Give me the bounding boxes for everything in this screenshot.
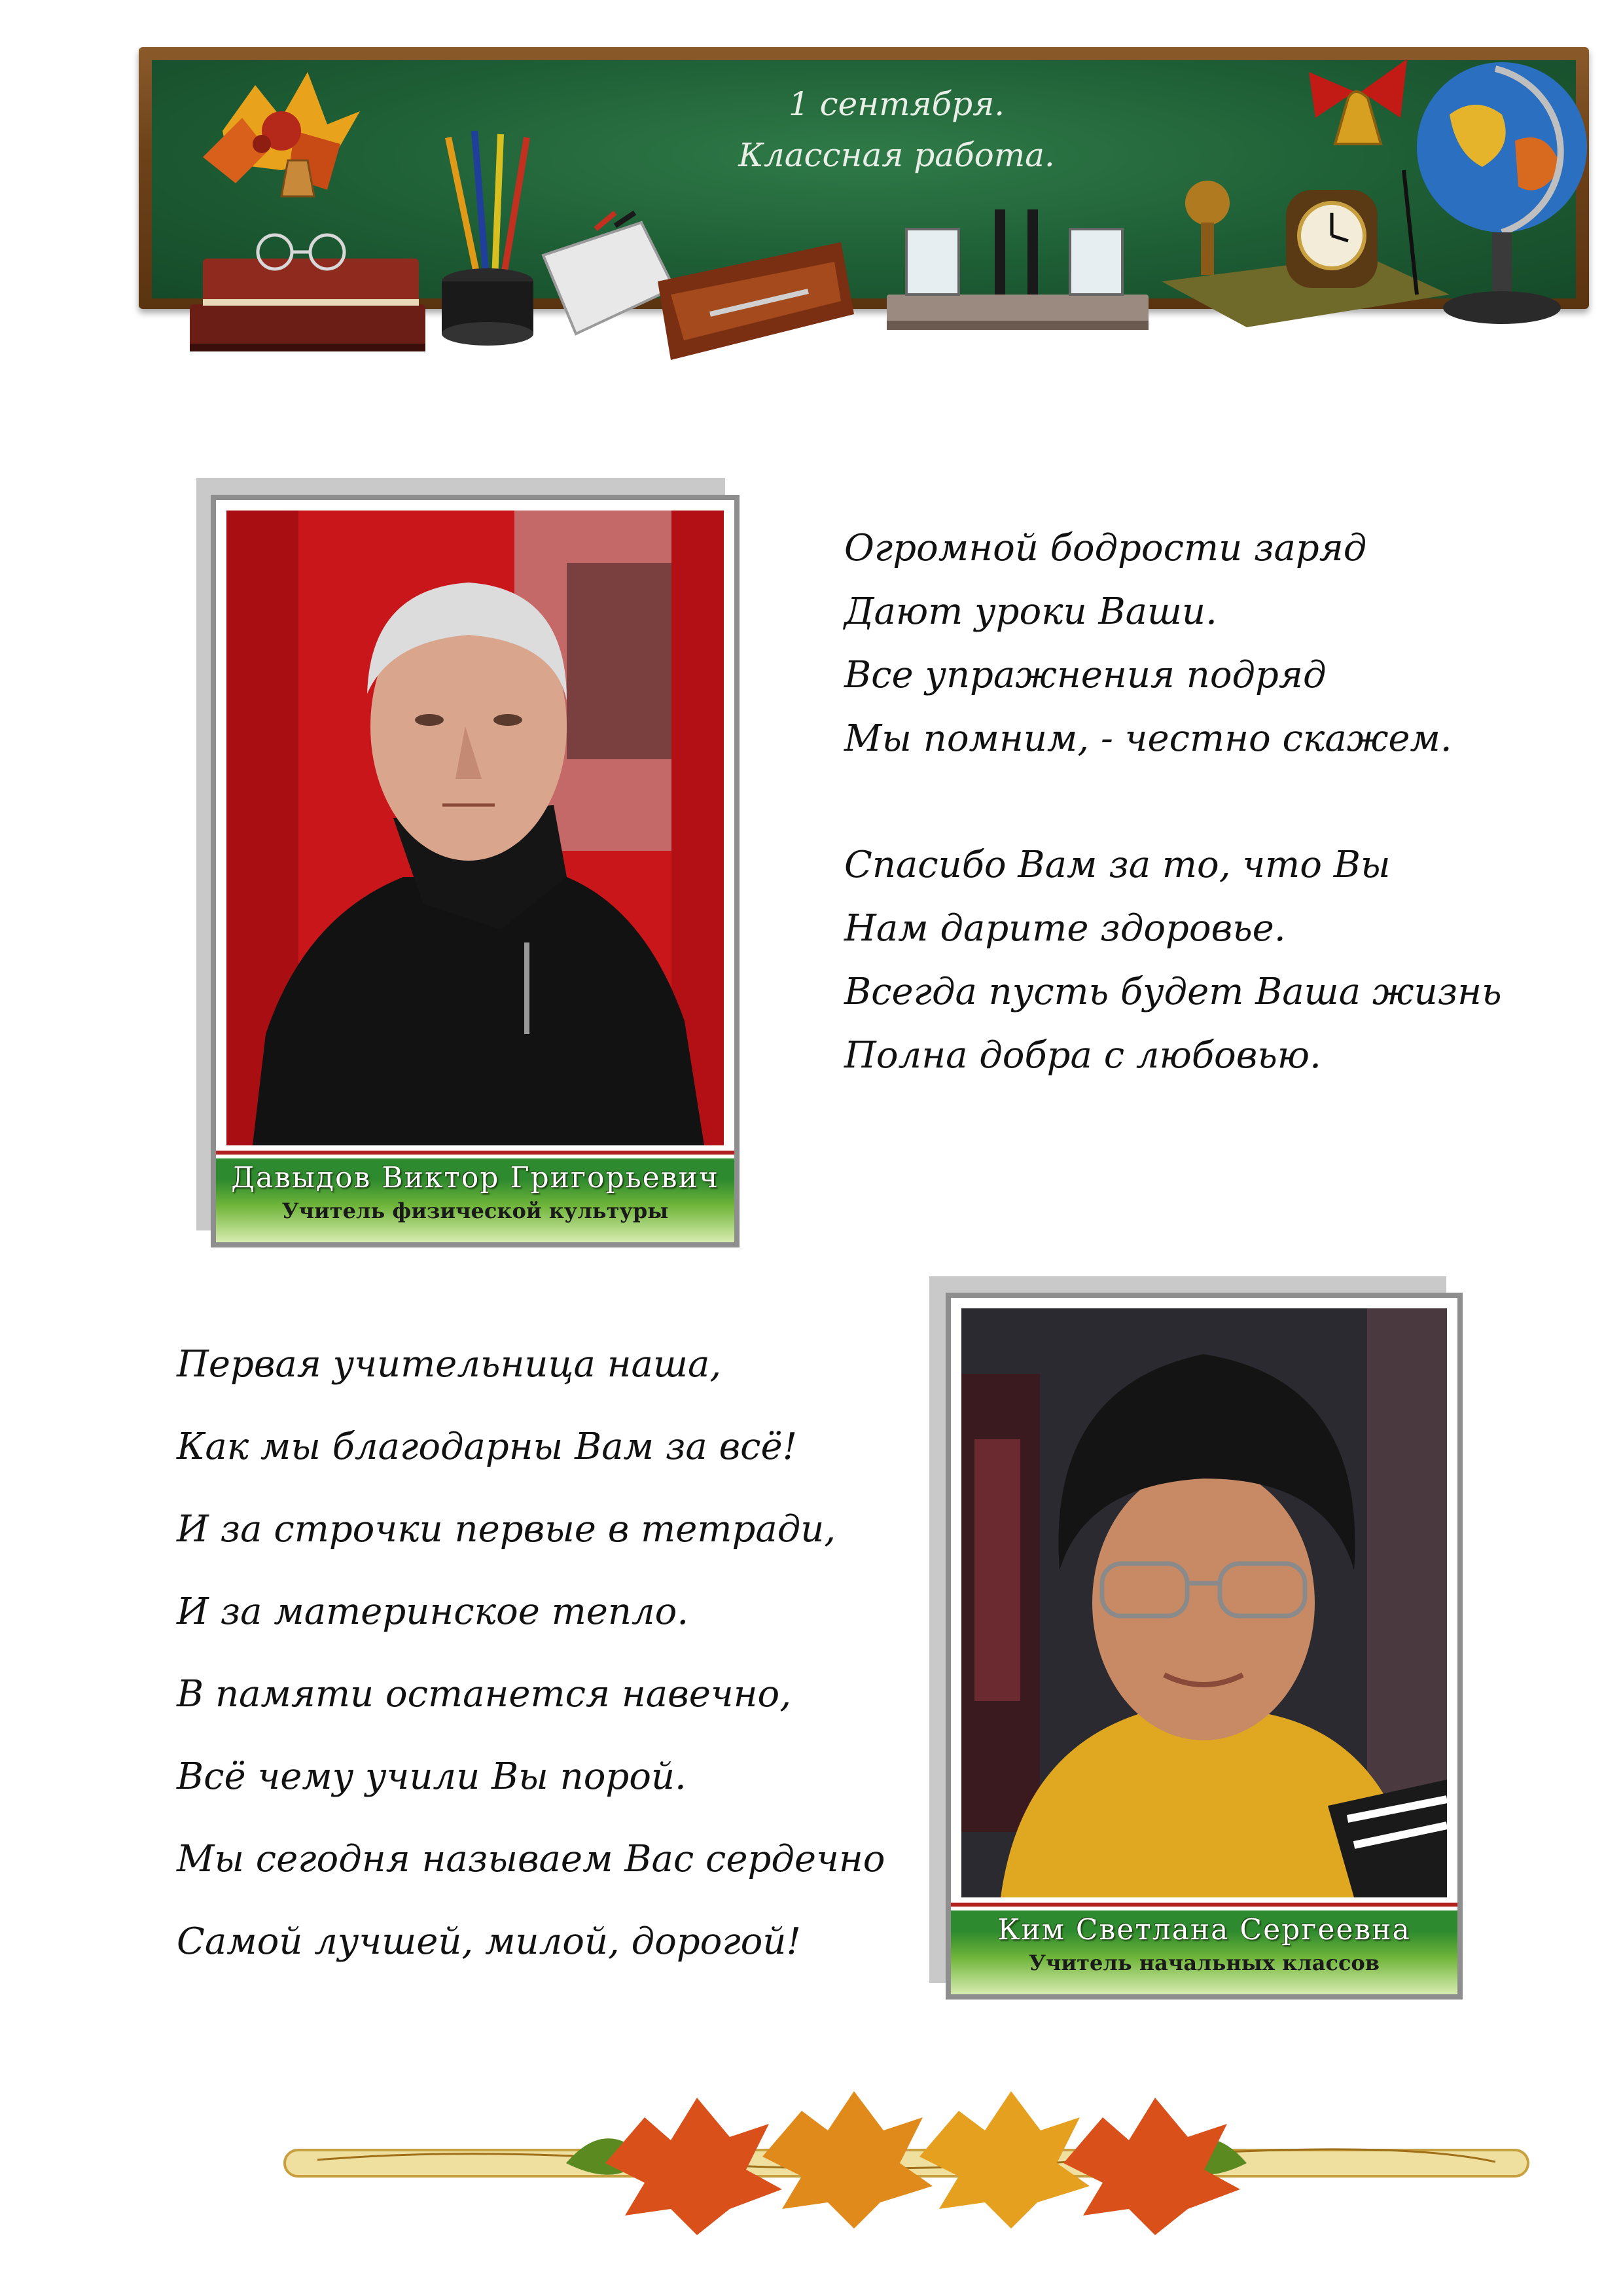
poem1-line: Спасибо Вам за то, что Вы [844,844,1391,886]
header-date: 1 сентября. [788,85,1005,123]
teacher2-name: Ким Светлана Сергеевна [997,1913,1411,1946]
poem2-line: И за материнское тепло. [177,1590,689,1633]
poem-physical-education [844,527,1502,1098]
man-portrait-icon [226,511,724,1145]
teacher1-nameplate [216,1151,734,1242]
teacher1-card [211,495,740,1247]
bell-icon [1296,46,1420,157]
poem-first-teacher [177,1343,885,2003]
poem1-line: Нам дарите здоровье. [844,907,1286,950]
poem1-line: Дают уроки Ваши. [844,590,1217,633]
poem2-line: Самой лучшей, милой, дорогой! [177,1920,801,1963]
poem2-line: Мы сегодня называем Вас сердечно [177,1838,885,1880]
teacher1-role: Учитель физической культуры [281,1198,669,1223]
globe-icon [1404,56,1594,331]
books-icon [177,219,445,363]
pen-box-icon [645,236,861,367]
poem2-line: Первая учительница наша, [177,1343,722,1386]
poem2-line: Всё чему учили Вы порой. [177,1755,687,1798]
teacher2-nameplate [951,1903,1457,1994]
teacher2-card [946,1293,1463,2000]
autumn-bouquet-icon [183,46,380,216]
teacher1-photo [226,511,724,1145]
header-title [641,79,1152,181]
poem2-line: И за строчки первые в тетради, [177,1508,836,1551]
poem1-line: Мы помним, - честно скажем. [844,717,1452,760]
poem1-line: Огромной бодрости заряд [844,527,1367,569]
teacher2-role: Учитель начальных классов [1029,1950,1380,1975]
poem1-line: Всегда пусть будет Ваша жизнь [844,971,1502,1013]
autumn-leaves-border-icon [278,2078,1535,2235]
poem2-line: Как мы благодарны Вам за всё! [177,1426,798,1468]
stanza-gap [844,781,1502,844]
poem2-line: В памяти останется навечно, [177,1673,792,1715]
header-subtitle: Классная работа. [738,136,1055,174]
teacher1-name: Давыдов Виктор Григорьевич [231,1161,719,1194]
poem1-line: Полна добра с любовью. [844,1034,1321,1077]
woman-portrait-icon [961,1308,1447,1897]
teacher2-photo [961,1308,1447,1897]
inkwell-set-icon [880,196,1155,340]
poem1-line: Все упражнения подряд [844,654,1327,696]
